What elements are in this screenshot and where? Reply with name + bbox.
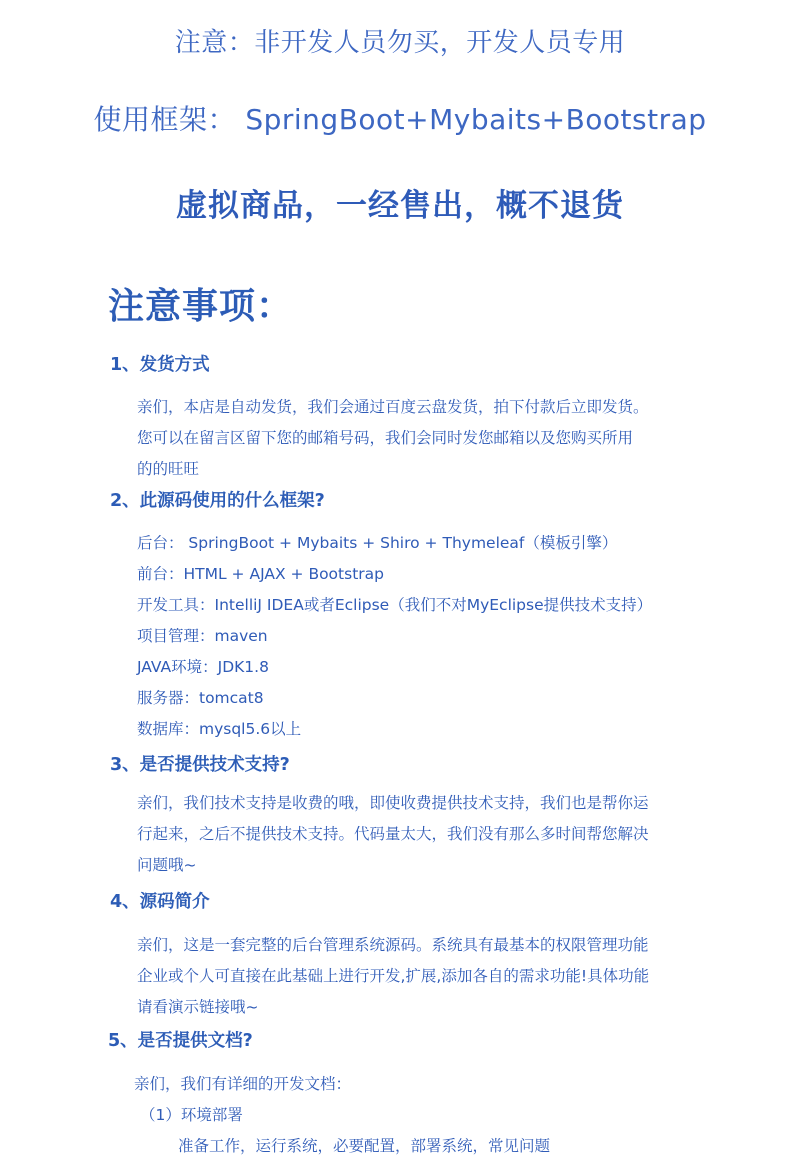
notice-heading: 注意：非开发人员勿买，开发人员专用 [174,28,626,58]
section-2-line-1: 后台： SpringBoot + Mybaits + Shiro + Thymeleaf（模板引擎） [137,534,618,552]
section-2-line-4: 项目管理：maven [137,627,268,645]
section-4-line-2: 企业或个人可直接在此基础上进行开发,扩展,添加各自的需求功能!具体功能 [137,967,650,985]
section-4-line-3: 请看演示链接哦~ [137,998,259,1016]
section-2-line-5: JAVA环境：JDK1.8 [137,658,269,676]
section-5-line-3: 准备工作，运行系统，必要配置，部署系统，常见问题 [178,1137,551,1155]
section-1-line-1: 亲们，本店是自动发货，我们会通过百度云盘发货，拍下付款后立即发货。 [137,398,649,416]
section-3-line-2: 行起来，之后不提供技术支持。代码量太大，我们没有那么多时间帮您解决 [137,825,649,843]
section-2-line-6: 服务器：tomcat8 [137,689,264,707]
section-1-line-3: 的的旺旺 [137,460,200,478]
section-5-line-2: （1）环境部署 [140,1106,243,1124]
section-1-heading: 1、发货方式 [110,355,210,375]
section-3-line-1: 亲们，我们技术支持是收费的哦，即使收费提供技术支持，我们也是帮你运 [137,794,649,812]
section-5-heading: 5、是否提供文档? [108,1031,253,1051]
section-4-heading: 4、源码简介 [110,892,210,912]
section-1-line-2: 您可以在留言区留下您的邮箱号码，我们会同时发您邮箱以及您购买所用 [137,429,634,447]
section-4-line-1: 亲们，这是一套完整的后台管理系统源码。系统具有最基本的权限管理功能 [137,936,649,954]
no-return-heading: 虚拟商品，一经售出，概不退货 [176,188,624,224]
section-2-line-2: 前台：HTML + AJAX + Bootstrap [137,565,384,583]
section-3-line-3: 问题哦~ [137,856,197,874]
section-2-heading: 2、此源码使用的什么框架? [110,491,325,511]
section-2-line-7: 数据库：mysql5.6以上 [137,720,302,738]
section-5-line-1: 亲们，我们有详细的开发文档： [134,1075,352,1093]
section-3-heading: 3、是否提供技术支持? [110,755,290,775]
framework-heading: 使用框架： SpringBoot+Mybaits+Bootstrap [93,103,707,136]
notes-title: 注意事项： [108,286,294,327]
section-2-line-3: 开发工具：IntelliJ IDEA或者Eclipse（我们不对MyEclipse提供技术支持） [137,596,653,614]
